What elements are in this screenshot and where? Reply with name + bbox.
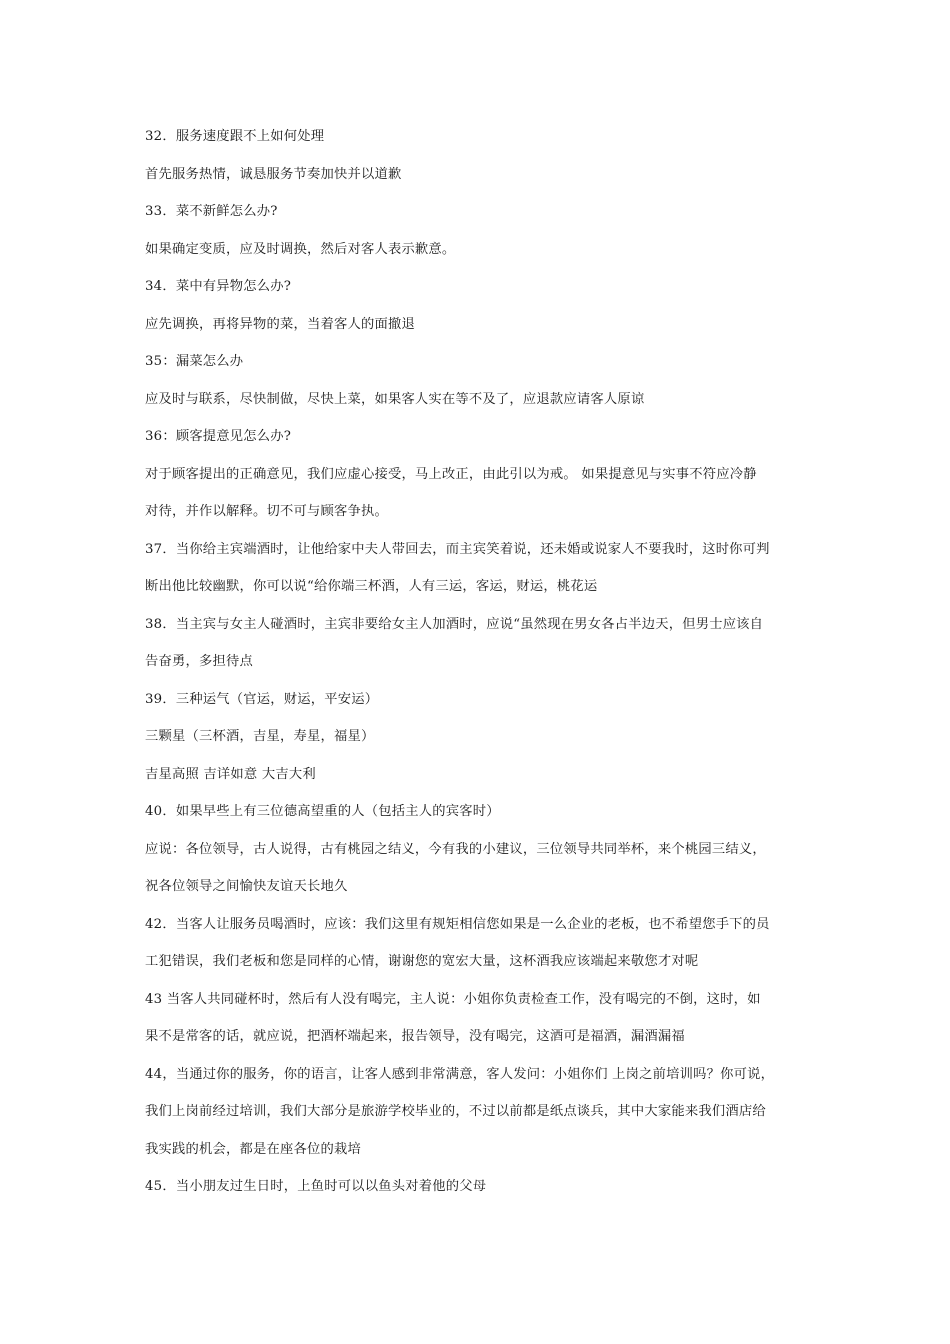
- text-line-39-3: 吉星高照 吉详如意 大吉大利: [145, 766, 316, 782]
- text-line-a34: 应先调换，再将异物的菜，当着客人的面撤退: [145, 316, 415, 332]
- text-line-37-2: 断出他比较幽默，你可以说“给你端三杯酒，人有三运，客运，财运，桃花运: [145, 579, 598, 594]
- text-line-39-1: 39．三种运气（官运，财运，平安运）: [145, 691, 379, 707]
- text-line-38-2: 告奋勇，多担待点: [145, 654, 253, 669]
- text-line-a36-2: 对待，并作以解释。切不可与顾客争执。: [145, 504, 388, 519]
- text-line-q34: 34．菜中有异物怎么办?: [145, 279, 292, 294]
- text-line-44-2: 我们上岗前经过培训，我们大部分是旅游学校毕业的，不过以前都是纸点谈兵，其中大家能来我们酒店给: [145, 1104, 766, 1119]
- text-line-q33: 33．菜不新鲜怎么办?: [145, 204, 278, 219]
- text-line-44-1: 44，当通过你的服务，你的语言，让客人感到非常满意，客人发问：小姐你们 上岗之前培训吗？你可说，: [145, 1066, 775, 1082]
- text-line-40-3: 祝各位领导之间愉快友谊天长地久: [145, 879, 348, 894]
- text-line-38-1: 38．当主宾与女主人碰酒时，主宾非要给女主人加酒时，应说“虽然现在男女各占半边天，但男士应该自: [145, 616, 764, 632]
- text-line-43-2: 果不是常客的话，就应说，把酒杯端起来，报告领导，没有喝完，这酒可是福酒，漏酒漏福: [145, 1029, 685, 1044]
- text-line-37-1: 37．当你给主宾端酒时，让他给家中夫人带回去，而主宾笑着说，还未婚或说家人不要我时，这时你可判: [145, 541, 770, 557]
- text-line-a32: 首先服务热情，诚恳服务节奏加快并以道歉: [145, 166, 402, 182]
- text-line-q32: 32．服务速度跟不上如何处理: [145, 129, 325, 144]
- text-line-44-3: 我实践的机会，都是在座各位的栽培: [145, 1141, 361, 1157]
- text-line-45: 45．当小朋友过生日时，上鱼时可以以鱼头对着他的父母: [145, 1179, 487, 1194]
- text-line-42-2: 工犯错误，我们老板和您是同样的心情，谢谢您的宽宏大量，这杯酒我应该端起来敬您才对呢: [145, 954, 699, 969]
- document-body: [145, 126, 810, 1214]
- text-line-a33: 如果确定变质，应及时调换，然后对客人表示歉意。: [145, 241, 456, 257]
- text-line-39-2: 三颗星（三杯酒，吉星，寿星，福星）: [145, 729, 375, 744]
- text-line-43-1: 43 当客人共同碰杯时，然后有人没有喝完，主人说：小姐你负责检查工作，没有喝完的不倒，这时，如: [145, 991, 761, 1007]
- text-line-q36: 36：顾客提意见怎么办?: [145, 429, 292, 444]
- text-line-a35: 应及时与联系，尽快制做，尽快上菜，如果客人实在等不及了，应退款应请客人原谅: [145, 391, 645, 407]
- text-line-40-1: 40．如果早些上有三位德高望重的人（包括主人的宾客时）: [145, 804, 500, 819]
- text-line-q35: 35：漏菜怎么办: [145, 354, 244, 369]
- text-line-a36-1: 对于顾客提出的正确意见，我们应虚心接受，马上改正，由此引以为戒。 如果提意见与实事不符应冷静: [145, 466, 757, 482]
- text-line-42-1: 42．当客人让服务员喝酒时，应该：我们这里有规矩相信您如果是一么企业的老板，也不希望您手下的员: [145, 916, 770, 932]
- text-line-40-2: 应说：各位领导，古人说得，古有桃园之结义，今有我的小建议，三位领导共同举杯，来个桃园三结义，: [145, 841, 766, 857]
